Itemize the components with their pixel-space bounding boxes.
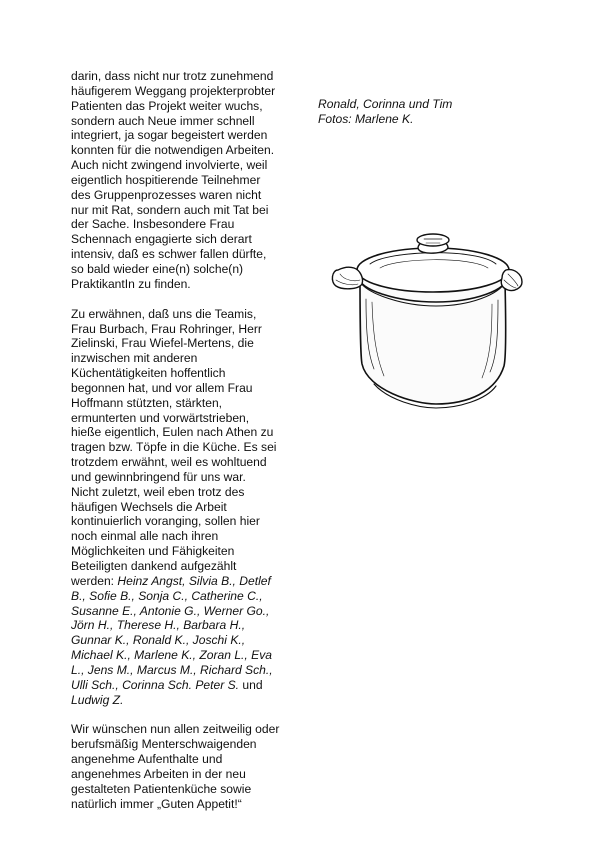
text-line: Schennach engagierte sich derart [71,232,252,247]
photo-caption [318,97,518,127]
text-line: Hoffmann stützten, stärkten, [71,395,223,410]
text-line: Frau Burbach, Frau Rohringer, Herr [71,321,262,336]
text-line: Beteiligten dankend aufgezählt [71,559,237,573]
text-line: des Gruppenprozesses waren nicht [71,187,262,202]
participant-names: B., Sofie B., Sonja C., Catherine C., [71,588,263,603]
participant-names: Gunnar K., Ronald K., Joschi K., [71,633,246,648]
text-line: und gewinnbringend für uns war. [71,469,246,484]
text-line: häufigerem Weggang projekterprobter [71,83,276,98]
text-line: gestalteten Patientenküche sowie [71,781,252,796]
text-line: Patienten das Projekt weiter wuchs, [71,98,263,113]
participant-names: Jörn H., Therese H., Barbara H., [71,618,246,633]
text-line: integriert, ja sogar begeistert werden [71,128,268,143]
names-line [71,574,303,589]
text-line: begonnen hat, und vor allem Frau [71,380,253,395]
paragraph-1 [71,69,303,292]
text-line: Zielinski, Frau Wiefel-Mertens, die [71,336,254,351]
text-line: natürlich immer „Guten Appetit!“ [71,796,242,811]
caption-names: Ronald, Corinna und Tim [318,97,453,111]
participant-names: Ulli Sch., Corinna Sch. Peter S. [71,677,240,692]
text-line: sondern auch Neue immer schnell [71,113,255,128]
text-line: angenehme Aufenthalte und [71,752,223,767]
text-line: der Sache. Insbesondere Frau [71,217,235,232]
text-line: hieße eigentlich, Eulen nach Athen zu [71,425,274,440]
names-and-text: und [239,677,263,692]
cooking-pot-icon [318,204,529,427]
text-line: Küchentätigkeiten hoffentlich [71,366,226,381]
paragraph-2 [71,307,303,708]
text-line: darin, dass nicht nur trotz zunehmend [71,69,274,83]
text-line: häufigen Wechsels die Arbeit [71,499,227,514]
text-line: eigentlich hospitierende Teilnehmer [71,172,261,187]
text-line: konnten für die notwendigen Arbeiten. [71,143,275,158]
participant-names: Michael K., Marlene K., Zoran L., Eva [71,648,272,663]
text-line: angenehmes Arbeiten in der neu [71,766,246,781]
text-line: Wir wünschen nun allen zeitweilig oder [71,722,280,737]
text-line: Möglichkeiten und Fähigkeiten [71,544,235,559]
cooking-pot-illustration [318,204,529,427]
participant-names: L., Jens M., Marcus M., Richard Sch., [71,662,273,677]
names-line [71,678,303,693]
text-line: inzwischen mit anderen [71,351,198,366]
text-line: ermunterten und vorwärtstrieben, [71,410,250,425]
text-line: berufsmäßig Menterschwaigenden [71,737,257,752]
text-line: Nicht zuletzt, weil eben trotz des [71,484,245,499]
text-line: intensiv, daß es schwer fallen dürfte, [71,247,267,262]
participant-names: Heinz Angst, Silvia B., Detlef [117,573,271,588]
caption-credit: Fotos: Marlene K. [318,111,414,126]
text-line: nur mit Rat, sondern auch mit Tat bei [71,202,269,217]
participant-names: Ludwig Z. [71,692,124,707]
text-line: tragen bzw. Töpfe in die Küche. Es sei [71,440,277,455]
text-line: Auch nicht zwingend involvierte, weil [71,158,268,173]
paragraph-3 [71,722,303,811]
text-line: so bald wieder eine(n) solche(n) [71,261,244,276]
text-line: kontinuierlich voranging, sollen hier [71,514,260,529]
names-lead-text: werden: [71,573,118,588]
text-line: PraktikantIn zu finden. [71,276,191,291]
participant-names: Susanne E., Antonie G., Werner Go., [71,603,270,618]
article-text-column [71,69,303,827]
text-line: trotzdem erwähnt, weil es wohltuend [71,455,267,470]
text-line: noch einmal alle nach ihren [71,529,219,544]
text-line: Zu erwähnen, daß uns die Teamis, [71,306,257,321]
